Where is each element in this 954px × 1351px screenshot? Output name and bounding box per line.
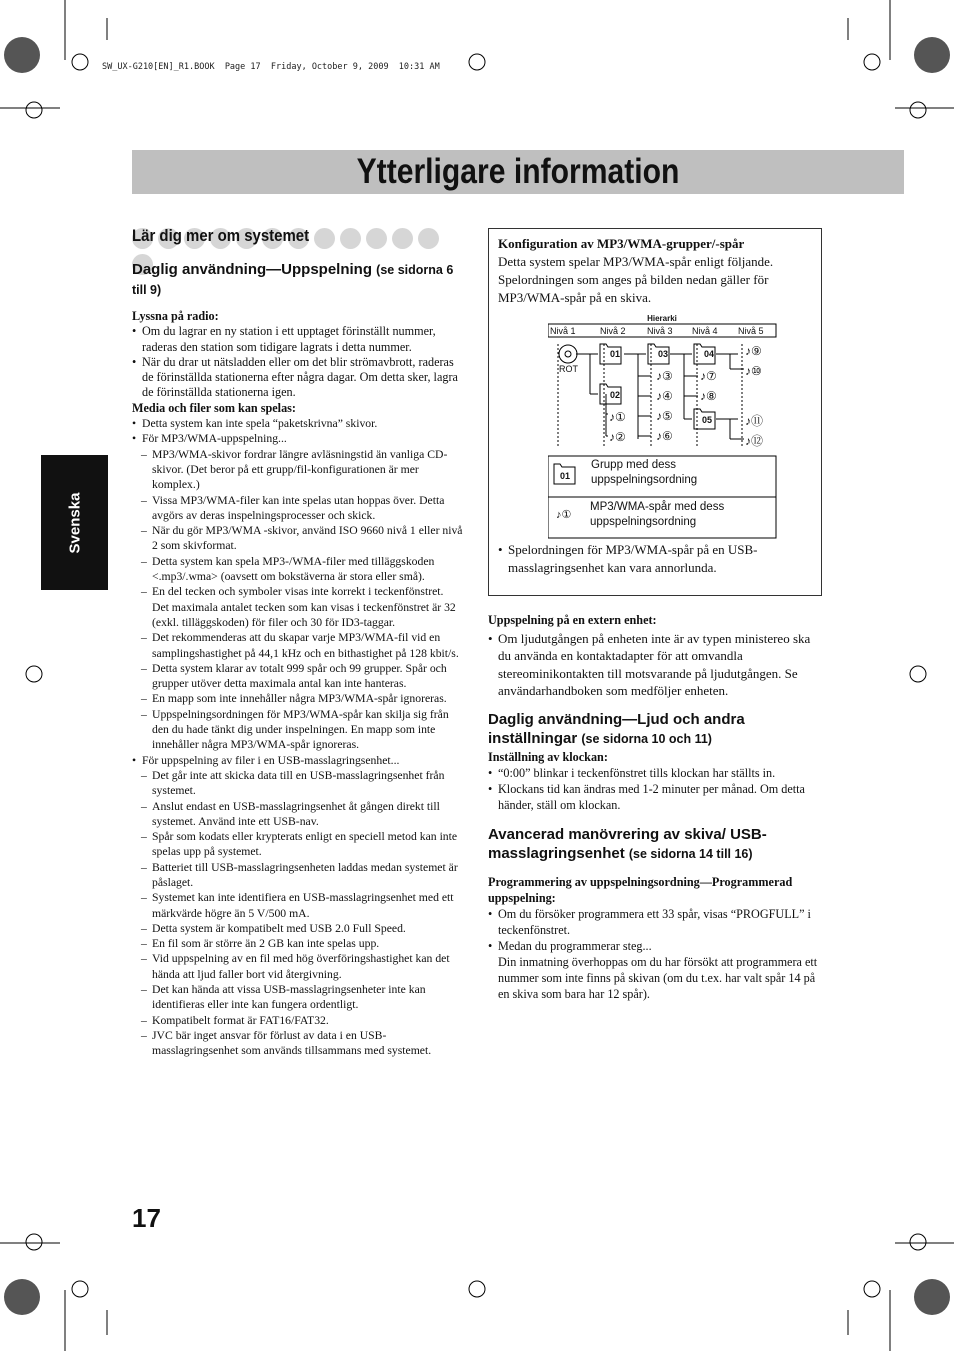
level-label: Nivå 3 <box>647 326 673 336</box>
track-mark: ♪⑦ <box>700 369 717 383</box>
left-column <box>132 260 468 1059</box>
clock-list <box>488 765 822 813</box>
list-item: – Uppspelningsordningen för MP3/WMA-spår kan skilja sig från den du hade tänkt dig under inspelningen. En mapp som inte innehåller några MP3/WMA-spår ignoreras. <box>132 707 468 753</box>
track-mark: ♪⑧ <box>700 389 717 403</box>
advanced-heading: Avancerad manövrering av skiva/ USB-masslagringsenhet (se sidorna 14 till 16) <box>488 825 767 862</box>
list-item: • Om ljudutgången på enheten inte är av typen ministereo ska du använda en kontaktadapter för att omvandla stereominikontakten till motsvarande på ljudutgången. Se användarhandboken som medföljer enheten. <box>488 630 822 700</box>
media-heading: Media och filer som kan spelas: <box>132 400 296 415</box>
program-list <box>488 906 822 1002</box>
list-item: – Vid uppspelning av en fil med hög överföringshastighet kan det hända att ljud faller bort vid återgivning. <box>132 951 468 982</box>
list-item: – MP3/WMA-skivor fordrar längre avläsningstid än vanliga CD-skivor. (Det beror på ett grupp/fil-konfigurationen är mer komplex.) <box>132 447 468 493</box>
legend-group-badge: 01 <box>560 471 571 481</box>
program-note: Din inmatning överhoppas om du har försökt att programmera ett nummer som inte finns på skivan (om du t.ex. har valt spår 14 på en skiva som bara har 12 spår). <box>498 954 818 1001</box>
hierarchy-diagram <box>548 314 778 552</box>
list-item: – Detta system klarar av totalt 999 spår och 99 grupper. Spår och grupper utöver detta maximala antal kan inte hanteras. <box>132 661 468 692</box>
list-item: – En fil som är större än 2 GB kan inte spelas upp. <box>132 936 468 951</box>
ext-heading: Uppspelning på en extern enhet: <box>488 613 657 627</box>
list-item: – Detta system kan spela MP3-/WMA-filer med tilläggskoden <.mp3/.wma> (oavsett om bokstäverna är stora eller små). <box>132 554 468 585</box>
chars-note: Det maximala antalet tecken som kan visas i teckenfönstret är 32 (exkl. tilläggskoden) för filer och 30 för ID3-taggar. <box>152 600 456 629</box>
list-item: – Det rekommenderas att du skapar varje MP3/WMA-fil vid en samplingshastighet på 44,1 kHz och en bithastighet på 128 kbit/s. <box>132 630 468 661</box>
track-mark: ♪① <box>609 410 626 424</box>
list-item: • “0:00” blinkar i teckenfönstret tills klockan har ställts in. <box>488 765 822 781</box>
list-item: • När du drar ut nätsladden eller om det blir strömavbrott, raderas de förinställda stationerna efter några dagar. Om detta sker, lagra de förinställda stationerna igen. <box>132 355 468 401</box>
right-column <box>488 612 822 1002</box>
track-mark: ♪② <box>609 430 626 444</box>
list-item: • Medan du programmerar steg... Din inmatning överhoppas om du har försökt att programmera ett nummer som inte finns på skivan (om du t.ex. har valt spår 14 på en skiva som bara har 12 spår). <box>488 938 822 1002</box>
group-badge: 02 <box>610 390 621 400</box>
level-label: Nivå 2 <box>600 326 626 336</box>
track-mark: ♪③ <box>656 369 673 383</box>
group-badge: 01 <box>610 349 621 359</box>
list-item: – Det går inte att skicka data till en USB-masslagringsenhet från systemet. <box>132 768 468 799</box>
list-item: – Systemet kan inte identifiera en USB-masslagringsenhet med ett märkvärde högre än 5 V/500 mA. <box>132 890 468 921</box>
root-label: ROT <box>559 364 578 374</box>
list-item: – Spår som kodats eller krypterats enligt en speciell metod kan inte spelas upp på systemet. <box>132 829 468 860</box>
track-mark: ♪⑩ <box>745 364 762 378</box>
list-item: • Om du försöker programmera ett 33 spår, visas “PROGFULL” i teckenfönstret. <box>488 906 822 938</box>
ext-list <box>488 630 822 700</box>
radio-list <box>132 324 468 400</box>
list-item: – Detta system är kompatibelt med USB 2.0 Full Speed. <box>132 921 468 936</box>
list-item: • Klockans tid kan ändras med 1-2 minuter per månad. Om detta händer, ställ om klockan. <box>488 781 822 813</box>
legend-track-mark: ♪① <box>556 509 572 521</box>
track-mark: ♪⑤ <box>656 409 673 423</box>
program-heading: Programmering av uppspelningsordning—Programmerad uppspelning: <box>488 874 793 905</box>
list-item: – Det kan hända att vissa USB-masslagringsenheter inte kan identifieras eller inte kan fungera ordentligt. <box>132 982 468 1013</box>
list-item: – När du gör MP3/WMA -skivor, använd ISO 9660 nivå 1 eller nivå 2 som skivformat. <box>132 523 468 554</box>
media-list <box>132 416 468 1058</box>
group-badge: 05 <box>702 415 713 425</box>
list-item: – En del tecken och symboler visas inte korrekt i teckenfönstret. Det maximala antalet tecken som kan visas i teckenfönstret är 32 (exkl. tilläggskoden) för filer och 30 för ID3-taggar. <box>132 584 468 630</box>
list-item: – JVC bär inget ansvar för förlust av data i en USB-masslagringsenhet som används tillsammans med systemet. <box>132 1028 468 1059</box>
track-mark: ♪⑫ <box>745 434 764 448</box>
sound-heading: Daglig användning—Ljud och andra inställningar (se sidorna 10 och 11) <box>488 710 745 747</box>
list-item: – Batteriet till USB-masslagringsenheten laddas medan systemet är påslaget. <box>132 860 468 891</box>
list-item: – Anslut endast en USB-masslagringsenhet åt gången direkt till systemet. Använd inte ett USB-nav. <box>132 799 468 830</box>
language-tab-label: Svenska <box>66 492 83 553</box>
section-title-text: Lär dig mer om systemet <box>132 226 310 245</box>
file-header: SW_UX-G210[EN]_R1.BOOK Page 17 Friday, October 9, 2009 10:31 AM <box>102 62 440 72</box>
config-box-title: Konfiguration av MP3/WMA-grupper/-spår <box>498 236 745 251</box>
track-mark: ♪④ <box>656 389 673 403</box>
list-item: • Detta system kan inte spela “paketskrivna” skivor. <box>132 416 468 431</box>
language-tab <box>41 455 108 590</box>
list-item: • Om du lagrar en ny station i ett upptaget förinställt nummer, raderas den station som tidigare lagrats i detta nummer. <box>132 324 468 355</box>
level-label: Nivå 1 <box>550 326 576 336</box>
track-mark: ♪⑥ <box>656 429 673 443</box>
list-item: – Kompatibelt format är FAT16/FAT32. <box>132 1013 468 1028</box>
legend-group-text: Grupp med dess uppspelningsordning <box>591 459 698 486</box>
legend-track-text: MP3/WMA-spår med dess uppspelningsordning <box>590 501 725 528</box>
config-box-intro: Detta system spelar MP3/WMA-spår enligt följande. Spelordningen som anges på bilden nedan gäller för MP3/WMA-spår på en skiva. <box>498 254 774 305</box>
list-item: – Vissa MP3/WMA-filer kan inte spelas utan hoppas över. Detta avgörs av deras inspelningsprocesser och skick. <box>132 493 468 524</box>
config-box-note <box>498 541 798 577</box>
hierarchy-label: Hierarki <box>647 314 677 323</box>
title-bar <box>132 150 904 194</box>
level-label: Nivå 4 <box>692 326 718 336</box>
page-title: Ytterligare information <box>356 152 680 191</box>
list-item: • För MP3/WMA-uppspelning... – MP3/WMA-skivor fordrar längre avläsningstid än vanliga CD-skivor. (Det beror på ett grupp/fil-konfigurationen är mer komplex.) – Vissa MP3/WMA-filer kan inte spelas utan hoppas över. Detta avgörs av deras inspelningsprocesser och skick. – När du gör MP3/WMA -skivor, använd ISO 9660 nivå 1 eller nivå 2 som skivformat. – Detta system kan spela MP3-/WMA-filer med tilläggskoden <.mp3/.wma> (oavsett om bokstäverna är stora eller små). – En del tecken och symboler visas inte korrekt i teckenfönstret. Det maximala antalet tecken som kan visas i teckenfönstret är 32 (exkl. tilläggskoden) för filer och 30 för ID3-taggar. – Det rekommenderas att du skapar varje MP3/WMA-fil vid en samplingshastighet på 44,1 kHz och en bithastighet på 128 kbit/s. – Detta system klarar av totalt 999 spår och 99 grupper. Spår och grupper utöver detta maximala antal kan inte hanteras. – En mapp som inte innehåller några MP3/WMA-spår ignoreras. – Uppspelningsordningen för MP3/WMA-spår kan skilja sig från den du hade tänkt dig under inspelningen. En mapp som inte innehåller några MP3/WMA-spår ignoreras. <box>132 431 468 752</box>
group-badge: 03 <box>658 349 669 359</box>
list-item: – En mapp som inte innehåller några MP3/WMA-spår ignoreras. <box>132 691 468 706</box>
group-badge: 04 <box>704 349 715 359</box>
track-mark: ♪⑨ <box>745 344 762 358</box>
section-title <box>132 224 467 254</box>
page-number: 17 <box>132 1203 161 1233</box>
daily-playback-heading: Daglig användning—Uppspelning (se sidorna 6 till 9) <box>132 261 454 297</box>
radio-heading: Lyssna på radio: <box>132 309 219 323</box>
config-box-text <box>498 235 814 307</box>
list-item: • Spelordningen för MP3/WMA-spår på en USB-masslagringsenhet kan vara annorlunda. <box>498 541 798 577</box>
list-item: • För uppspelning av filer i en USB-masslagringsenhet... – Det går inte att skicka data till en USB-masslagringsenhet från systemet. – Anslut endast en USB-masslagringsenhet åt gången direkt till systemet. Använd inte ett USB-nav. – Spår som kodats eller krypterats enligt en speciell metod kan inte spelas upp på systemet. – Batteriet till USB-masslagringsenheten laddas medan systemet är påslaget. – Systemet kan inte identifiera en USB-masslagringsenhet med ett märkvärde högre än 5 V/500 mA. – Detta system är kompatibelt med USB 2.0 Full Speed. – En fil som är större än 2 GB kan inte spelas upp. – Vid uppspelning av en fil med hög överföringshastighet kan det hända att ljud faller bort vid återgivning. – Det kan hända att vissa USB-masslagringsenheter inte kan identifieras eller inte kan fungera ordentligt. – Kompatibelt format är FAT16/FAT32. – JVC bär inget ansvar för förlust av data i en USB-masslagringsenhet som används tillsammans med systemet. <box>132 753 468 1059</box>
track-mark: ♪⑪ <box>745 414 764 428</box>
level-label: Nivå 5 <box>738 326 764 336</box>
clock-heading: Inställning av klockan: <box>488 749 608 764</box>
